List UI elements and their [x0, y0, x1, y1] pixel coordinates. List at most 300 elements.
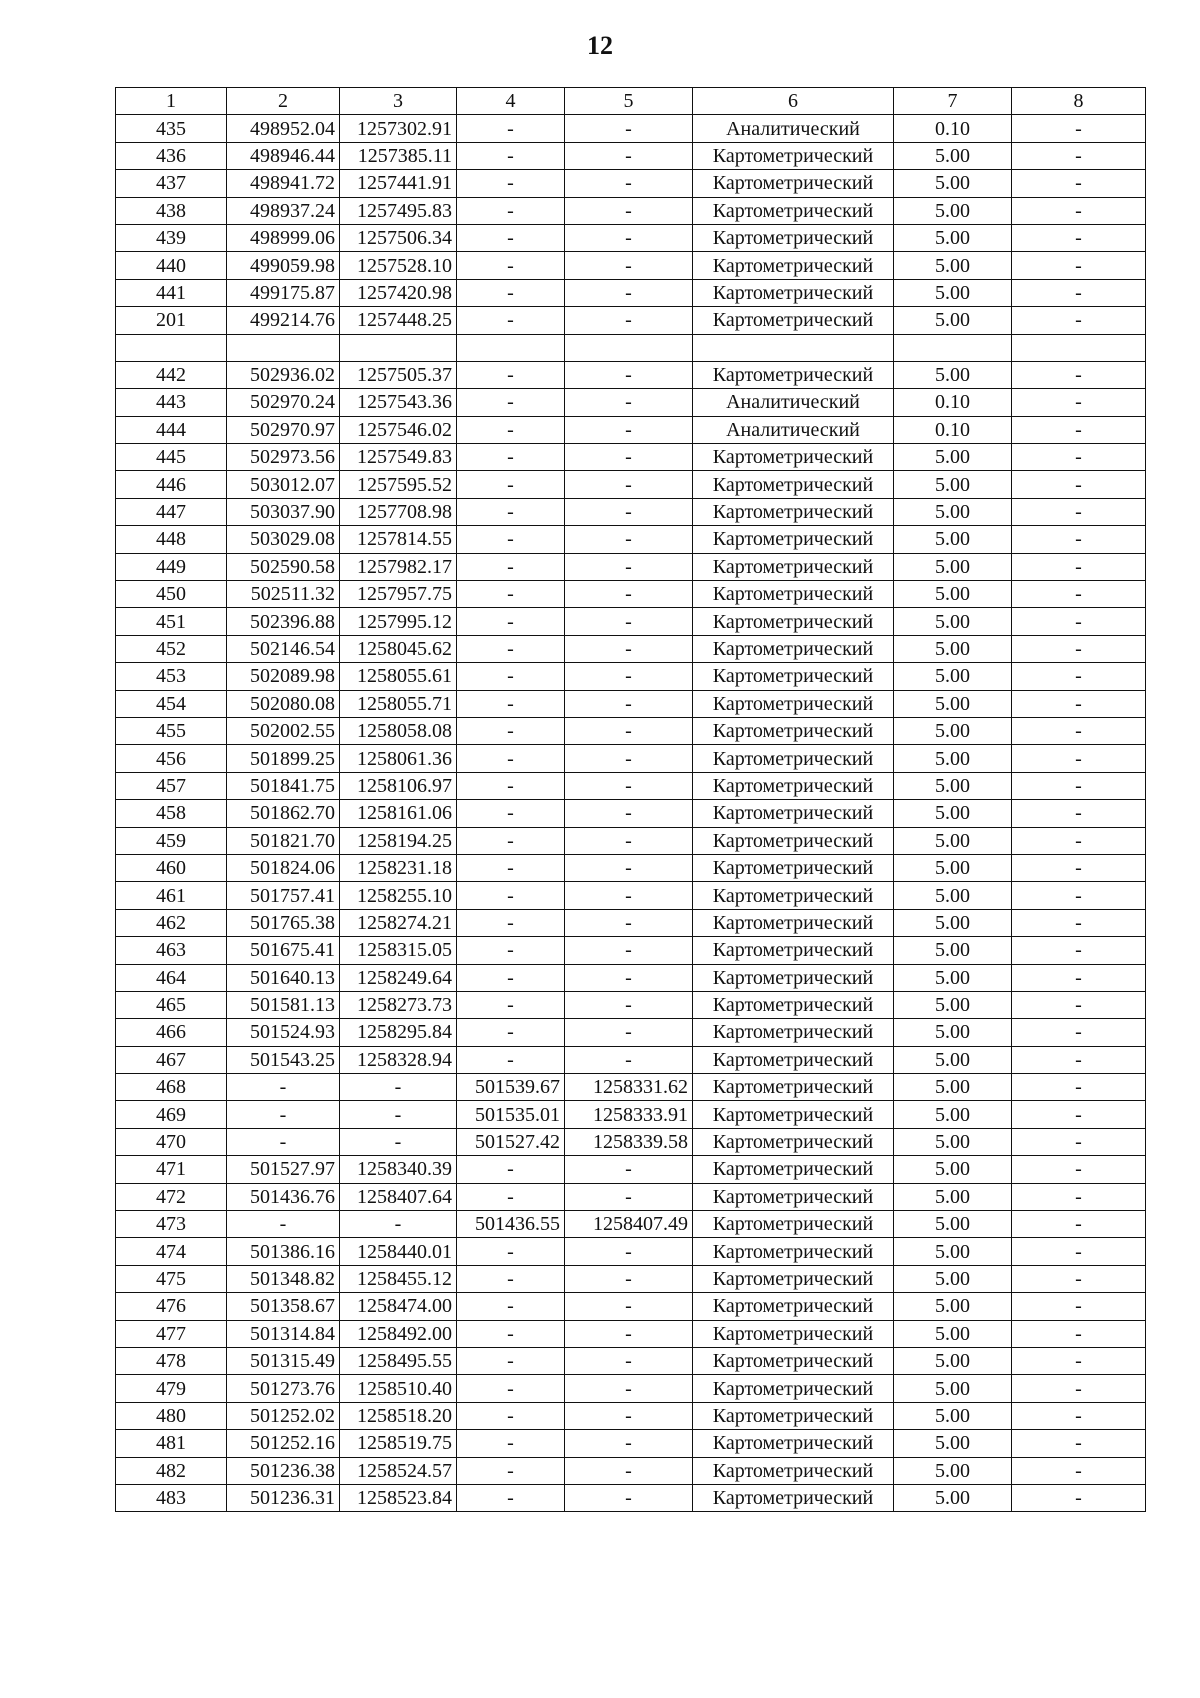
- x-coordinate-cell: 501236.38: [227, 1457, 340, 1484]
- x-coordinate-cell: 501252.02: [227, 1402, 340, 1429]
- coordinates-table: [115, 87, 1146, 1512]
- x-coordinate-cell: 498946.44: [227, 142, 340, 169]
- accuracy-cell: 5.00: [894, 1347, 1012, 1374]
- y-coordinate-new-cell: 1258339.58: [565, 1128, 693, 1155]
- y-coordinate-new-cell: -: [565, 717, 693, 744]
- x-coordinate-cell: 501821.70: [227, 827, 340, 854]
- table-row: [116, 827, 1146, 854]
- method-cell: Картометрический: [693, 142, 894, 169]
- y-coordinate-cell: 1258440.01: [340, 1238, 457, 1265]
- x-coordinate-cell: 501757.41: [227, 882, 340, 909]
- x-coordinate-new-cell: -: [457, 553, 565, 580]
- note-cell: -: [1012, 690, 1146, 717]
- y-coordinate-new-cell: -: [565, 416, 693, 443]
- method-cell: Картометрический: [693, 1457, 894, 1484]
- point-number-cell: 465: [116, 991, 227, 1018]
- method-cell: Картометрический: [693, 553, 894, 580]
- note-cell: -: [1012, 854, 1146, 881]
- accuracy-cell: 5.00: [894, 197, 1012, 224]
- x-coordinate-cell: 501765.38: [227, 909, 340, 936]
- note-cell: -: [1012, 1046, 1146, 1073]
- table-row: [116, 1128, 1146, 1155]
- y-coordinate-new-cell: -: [565, 882, 693, 909]
- y-coordinate-cell: 1258295.84: [340, 1019, 457, 1046]
- point-number-cell: 451: [116, 608, 227, 635]
- x-coordinate-new-cell: -: [457, 745, 565, 772]
- table-row: [116, 581, 1146, 608]
- accuracy-cell: 5.00: [894, 854, 1012, 881]
- accuracy-cell: 5.00: [894, 745, 1012, 772]
- accuracy-cell: 5.00: [894, 1238, 1012, 1265]
- table-row: [116, 800, 1146, 827]
- method-cell: Картометрический: [693, 1238, 894, 1265]
- x-coordinate-new-cell: -: [457, 827, 565, 854]
- y-coordinate-cell: 1258510.40: [340, 1375, 457, 1402]
- table-body: [116, 115, 1146, 1512]
- x-coordinate-cell: 498999.06: [227, 224, 340, 251]
- accuracy-cell: 5.00: [894, 444, 1012, 471]
- accuracy-cell: 5.00: [894, 991, 1012, 1018]
- method-cell: Картометрический: [693, 1074, 894, 1101]
- table-row: [116, 307, 1146, 334]
- method-cell: Картометрический: [693, 1019, 894, 1046]
- x-coordinate-new-cell: -: [457, 854, 565, 881]
- table-row: [116, 964, 1146, 991]
- note-cell: -: [1012, 526, 1146, 553]
- accuracy-cell: 5.00: [894, 224, 1012, 251]
- method-cell: Картометрический: [693, 635, 894, 662]
- y-coordinate-new-cell: -: [565, 526, 693, 553]
- y-coordinate-new-cell: -: [565, 1156, 693, 1183]
- table-row: [116, 1320, 1146, 1347]
- note-cell: -: [1012, 1375, 1146, 1402]
- note-cell: -: [1012, 307, 1146, 334]
- accuracy-cell: 5.00: [894, 252, 1012, 279]
- method-cell: Картометрический: [693, 717, 894, 744]
- point-number-cell: 442: [116, 361, 227, 388]
- accuracy-cell: 5.00: [894, 635, 1012, 662]
- y-coordinate-cell: 1258045.62: [340, 635, 457, 662]
- x-coordinate-cell: 501543.25: [227, 1046, 340, 1073]
- method-cell: Картометрический: [693, 1156, 894, 1183]
- y-coordinate-cell: 1258407.64: [340, 1183, 457, 1210]
- point-number-cell: 439: [116, 224, 227, 251]
- method-cell: Картометрический: [693, 909, 894, 936]
- x-coordinate-cell: 501315.49: [227, 1347, 340, 1374]
- table-row: [116, 498, 1146, 525]
- y-coordinate-new-cell: -: [565, 224, 693, 251]
- x-coordinate-new-cell: -: [457, 690, 565, 717]
- note-cell: [1012, 334, 1146, 361]
- column-header: 1: [116, 88, 227, 115]
- accuracy-cell: 5.00: [894, 663, 1012, 690]
- method-cell: Аналитический: [693, 115, 894, 142]
- point-number-cell: 441: [116, 279, 227, 306]
- point-number-cell: 455: [116, 717, 227, 744]
- table-row: [116, 197, 1146, 224]
- column-header: 6: [693, 88, 894, 115]
- note-cell: -: [1012, 1347, 1146, 1374]
- note-cell: -: [1012, 635, 1146, 662]
- note-cell: -: [1012, 1457, 1146, 1484]
- note-cell: -: [1012, 608, 1146, 635]
- accuracy-cell: 5.00: [894, 772, 1012, 799]
- accuracy-cell: 5.00: [894, 498, 1012, 525]
- y-coordinate-cell: 1258340.39: [340, 1156, 457, 1183]
- y-coordinate-new-cell: -: [565, 307, 693, 334]
- method-cell: Картометрический: [693, 772, 894, 799]
- table-row: [116, 389, 1146, 416]
- note-cell: -: [1012, 1320, 1146, 1347]
- method-cell: Картометрический: [693, 964, 894, 991]
- accuracy-cell: 5.00: [894, 909, 1012, 936]
- note-cell: -: [1012, 1074, 1146, 1101]
- table-row: [116, 663, 1146, 690]
- point-number-cell: 436: [116, 142, 227, 169]
- accuracy-cell: 5.00: [894, 1156, 1012, 1183]
- accuracy-cell: 5.00: [894, 608, 1012, 635]
- method-cell: Картометрический: [693, 1430, 894, 1457]
- table-row: [116, 854, 1146, 881]
- y-coordinate-cell: 1258524.57: [340, 1457, 457, 1484]
- note-cell: -: [1012, 553, 1146, 580]
- point-number-cell: 464: [116, 964, 227, 991]
- method-cell: Картометрический: [693, 1375, 894, 1402]
- point-number-cell: 457: [116, 772, 227, 799]
- x-coordinate-new-cell: -: [457, 882, 565, 909]
- method-cell: Картометрический: [693, 361, 894, 388]
- accuracy-cell: 5.00: [894, 1265, 1012, 1292]
- note-cell: -: [1012, 1183, 1146, 1210]
- y-coordinate-new-cell: -: [565, 1019, 693, 1046]
- table-row: [116, 334, 1146, 361]
- y-coordinate-new-cell: -: [565, 444, 693, 471]
- method-cell: Картометрический: [693, 827, 894, 854]
- note-cell: -: [1012, 1156, 1146, 1183]
- x-coordinate-new-cell: -: [457, 1457, 565, 1484]
- point-number-cell: 477: [116, 1320, 227, 1347]
- y-coordinate-new-cell: -: [565, 663, 693, 690]
- table-row: [116, 1375, 1146, 1402]
- point-number-cell: 452: [116, 635, 227, 662]
- note-cell: -: [1012, 115, 1146, 142]
- x-coordinate-cell: 502002.55: [227, 717, 340, 744]
- x-coordinate-cell: 499059.98: [227, 252, 340, 279]
- x-coordinate-cell: 502146.54: [227, 635, 340, 662]
- y-coordinate-new-cell: -: [565, 361, 693, 388]
- accuracy-cell: 0.10: [894, 389, 1012, 416]
- y-coordinate-cell: 1258106.97: [340, 772, 457, 799]
- table-row: [116, 471, 1146, 498]
- note-cell: -: [1012, 581, 1146, 608]
- y-coordinate-new-cell: -: [565, 279, 693, 306]
- point-number-cell: 201: [116, 307, 227, 334]
- x-coordinate-new-cell: 501535.01: [457, 1101, 565, 1128]
- method-cell: Картометрический: [693, 252, 894, 279]
- accuracy-cell: 5.00: [894, 717, 1012, 744]
- x-coordinate-new-cell: -: [457, 498, 565, 525]
- y-coordinate-cell: 1258495.55: [340, 1347, 457, 1374]
- point-number-cell: 435: [116, 115, 227, 142]
- x-coordinate-cell: -: [227, 1101, 340, 1128]
- x-coordinate-cell: 501640.13: [227, 964, 340, 991]
- accuracy-cell: 5.00: [894, 1320, 1012, 1347]
- accuracy-cell: 5.00: [894, 800, 1012, 827]
- x-coordinate-new-cell: -: [457, 170, 565, 197]
- table-row: [116, 279, 1146, 306]
- y-coordinate-new-cell: -: [565, 772, 693, 799]
- y-coordinate-new-cell: -: [565, 690, 693, 717]
- note-cell: -: [1012, 389, 1146, 416]
- accuracy-cell: 5.00: [894, 1375, 1012, 1402]
- y-coordinate-cell: 1258055.61: [340, 663, 457, 690]
- x-coordinate-cell: 502936.02: [227, 361, 340, 388]
- note-cell: -: [1012, 964, 1146, 991]
- point-number-cell: 475: [116, 1265, 227, 1292]
- method-cell: Картометрический: [693, 307, 894, 334]
- x-coordinate-new-cell: -: [457, 1293, 565, 1320]
- accuracy-cell: 5.00: [894, 937, 1012, 964]
- y-coordinate-cell: 1257546.02: [340, 416, 457, 443]
- table-row: [116, 717, 1146, 744]
- point-number-cell: 445: [116, 444, 227, 471]
- table-row: [116, 1484, 1146, 1511]
- point-number-cell: 448: [116, 526, 227, 553]
- y-coordinate-cell: 1258523.84: [340, 1484, 457, 1511]
- header-row: [116, 88, 1146, 115]
- x-coordinate-new-cell: -: [457, 1484, 565, 1511]
- point-number-cell: 482: [116, 1457, 227, 1484]
- table-row: [116, 937, 1146, 964]
- x-coordinate-new-cell: -: [457, 1320, 565, 1347]
- x-coordinate-new-cell: -: [457, 279, 565, 306]
- method-cell: Картометрический: [693, 1046, 894, 1073]
- y-coordinate-new-cell: -: [565, 1238, 693, 1265]
- note-cell: -: [1012, 909, 1146, 936]
- point-number-cell: 440: [116, 252, 227, 279]
- y-coordinate-cell: 1257448.25: [340, 307, 457, 334]
- x-coordinate-cell: 501348.82: [227, 1265, 340, 1292]
- point-number-cell: 453: [116, 663, 227, 690]
- accuracy-cell: 5.00: [894, 170, 1012, 197]
- point-number-cell: 471: [116, 1156, 227, 1183]
- table-row: [116, 115, 1146, 142]
- x-coordinate-cell: 501386.16: [227, 1238, 340, 1265]
- method-cell: Картометрический: [693, 1183, 894, 1210]
- y-coordinate-new-cell: -: [565, 800, 693, 827]
- y-coordinate-new-cell: -: [565, 827, 693, 854]
- y-coordinate-new-cell: -: [565, 553, 693, 580]
- y-coordinate-new-cell: -: [565, 1265, 693, 1292]
- x-coordinate-cell: 499175.87: [227, 279, 340, 306]
- x-coordinate-new-cell: 501539.67: [457, 1074, 565, 1101]
- x-coordinate-new-cell: -: [457, 1156, 565, 1183]
- point-number-cell: 443: [116, 389, 227, 416]
- point-number-cell: 447: [116, 498, 227, 525]
- method-cell: Картометрический: [693, 1320, 894, 1347]
- accuracy-cell: 5.00: [894, 1046, 1012, 1073]
- x-coordinate-new-cell: -: [457, 581, 565, 608]
- method-cell: Картометрический: [693, 170, 894, 197]
- point-number-cell: 454: [116, 690, 227, 717]
- x-coordinate-cell: 502970.24: [227, 389, 340, 416]
- table-row: [116, 1183, 1146, 1210]
- y-coordinate-cell: 1257420.98: [340, 279, 457, 306]
- accuracy-cell: 5.00: [894, 964, 1012, 991]
- column-header: 5: [565, 88, 693, 115]
- x-coordinate-new-cell: -: [457, 307, 565, 334]
- y-coordinate-new-cell: 1258407.49: [565, 1211, 693, 1238]
- x-coordinate-cell: [227, 334, 340, 361]
- x-coordinate-new-cell: 501527.42: [457, 1128, 565, 1155]
- y-coordinate-cell: 1258055.71: [340, 690, 457, 717]
- accuracy-cell: 5.00: [894, 1101, 1012, 1128]
- y-coordinate-new-cell: 1258331.62: [565, 1074, 693, 1101]
- note-cell: -: [1012, 1484, 1146, 1511]
- x-coordinate-cell: 501862.70: [227, 800, 340, 827]
- point-number-cell: 468: [116, 1074, 227, 1101]
- x-coordinate-cell: 501675.41: [227, 937, 340, 964]
- point-number-cell: 476: [116, 1293, 227, 1320]
- y-coordinate-cell: 1257595.52: [340, 471, 457, 498]
- point-number-cell: 456: [116, 745, 227, 772]
- table-row: [116, 224, 1146, 251]
- accuracy-cell: 5.00: [894, 1484, 1012, 1511]
- x-coordinate-new-cell: -: [457, 389, 565, 416]
- x-coordinate-new-cell: -: [457, 937, 565, 964]
- accuracy-cell: 5.00: [894, 471, 1012, 498]
- table-row: [116, 1457, 1146, 1484]
- point-number-cell: 479: [116, 1375, 227, 1402]
- x-coordinate-cell: 501824.06: [227, 854, 340, 881]
- y-coordinate-new-cell: -: [565, 937, 693, 964]
- note-cell: -: [1012, 1265, 1146, 1292]
- x-coordinate-new-cell: -: [457, 1265, 565, 1292]
- accuracy-cell: 5.00: [894, 1293, 1012, 1320]
- x-coordinate-cell: -: [227, 1211, 340, 1238]
- point-number-cell: 470: [116, 1128, 227, 1155]
- y-coordinate-new-cell: -: [565, 197, 693, 224]
- note-cell: -: [1012, 498, 1146, 525]
- accuracy-cell: 0.10: [894, 416, 1012, 443]
- x-coordinate-cell: 498952.04: [227, 115, 340, 142]
- note-cell: -: [1012, 361, 1146, 388]
- x-coordinate-cell: 502511.32: [227, 581, 340, 608]
- note-cell: -: [1012, 1128, 1146, 1155]
- x-coordinate-new-cell: -: [457, 471, 565, 498]
- x-coordinate-new-cell: -: [457, 800, 565, 827]
- accuracy-cell: 5.00: [894, 1074, 1012, 1101]
- method-cell: Картометрический: [693, 608, 894, 635]
- y-coordinate-new-cell: [565, 334, 693, 361]
- x-coordinate-cell: 502970.97: [227, 416, 340, 443]
- point-number-cell: 461: [116, 882, 227, 909]
- method-cell: Картометрический: [693, 1128, 894, 1155]
- x-coordinate-cell: 502590.58: [227, 553, 340, 580]
- x-coordinate-cell: 501273.76: [227, 1375, 340, 1402]
- x-coordinate-new-cell: -: [457, 416, 565, 443]
- x-coordinate-new-cell: -: [457, 1347, 565, 1374]
- method-cell: Картометрический: [693, 279, 894, 306]
- x-coordinate-new-cell: -: [457, 1402, 565, 1429]
- y-coordinate-cell: 1257506.34: [340, 224, 457, 251]
- table-row: [116, 170, 1146, 197]
- y-coordinate-cell: 1257385.11: [340, 142, 457, 169]
- x-coordinate-new-cell: -: [457, 197, 565, 224]
- y-coordinate-cell: 1258058.08: [340, 717, 457, 744]
- table-row: [116, 1019, 1146, 1046]
- x-coordinate-new-cell: -: [457, 1238, 565, 1265]
- x-coordinate-cell: 501358.67: [227, 1293, 340, 1320]
- x-coordinate-cell: 501252.16: [227, 1430, 340, 1457]
- x-coordinate-new-cell: -: [457, 526, 565, 553]
- x-coordinate-cell: 501314.84: [227, 1320, 340, 1347]
- x-coordinate-new-cell: -: [457, 1375, 565, 1402]
- note-cell: -: [1012, 444, 1146, 471]
- y-coordinate-cell: 1258194.25: [340, 827, 457, 854]
- y-coordinate-cell: 1257708.98: [340, 498, 457, 525]
- point-number-cell: 473: [116, 1211, 227, 1238]
- point-number-cell: 478: [116, 1347, 227, 1374]
- y-coordinate-cell: -: [340, 1101, 457, 1128]
- table-row: [116, 1265, 1146, 1292]
- y-coordinate-cell: 1258328.94: [340, 1046, 457, 1073]
- method-cell: Картометрический: [693, 882, 894, 909]
- accuracy-cell: 5.00: [894, 553, 1012, 580]
- x-coordinate-new-cell: -: [457, 142, 565, 169]
- x-coordinate-cell: 501236.31: [227, 1484, 340, 1511]
- method-cell: Картометрический: [693, 745, 894, 772]
- point-number-cell: 438: [116, 197, 227, 224]
- y-coordinate-cell: [340, 334, 457, 361]
- point-number-cell: 450: [116, 581, 227, 608]
- table-row: [116, 252, 1146, 279]
- table-row: [116, 1074, 1146, 1101]
- accuracy-cell: 5.00: [894, 1430, 1012, 1457]
- table-row: [116, 909, 1146, 936]
- method-cell: Картометрический: [693, 663, 894, 690]
- y-coordinate-cell: 1257505.37: [340, 361, 457, 388]
- y-coordinate-cell: 1258274.21: [340, 909, 457, 936]
- y-coordinate-cell: -: [340, 1211, 457, 1238]
- y-coordinate-cell: 1258519.75: [340, 1430, 457, 1457]
- accuracy-cell: 5.00: [894, 526, 1012, 553]
- x-coordinate-new-cell: -: [457, 224, 565, 251]
- x-coordinate-cell: 501899.25: [227, 745, 340, 772]
- y-coordinate-cell: 1257982.17: [340, 553, 457, 580]
- method-cell: Картометрический: [693, 197, 894, 224]
- x-coordinate-new-cell: -: [457, 444, 565, 471]
- accuracy-cell: 5.00: [894, 1457, 1012, 1484]
- method-cell: Картометрический: [693, 1265, 894, 1292]
- method-cell: Картометрический: [693, 937, 894, 964]
- method-cell: Картометрический: [693, 690, 894, 717]
- note-cell: -: [1012, 471, 1146, 498]
- y-coordinate-cell: 1258273.73: [340, 991, 457, 1018]
- x-coordinate-new-cell: -: [457, 1019, 565, 1046]
- x-coordinate-new-cell: -: [457, 1046, 565, 1073]
- y-coordinate-new-cell: -: [565, 635, 693, 662]
- x-coordinate-new-cell: -: [457, 772, 565, 799]
- table-row: [116, 553, 1146, 580]
- method-cell: Картометрический: [693, 1101, 894, 1128]
- column-header: 7: [894, 88, 1012, 115]
- y-coordinate-cell: -: [340, 1074, 457, 1101]
- point-number-cell: 481: [116, 1430, 227, 1457]
- note-cell: -: [1012, 416, 1146, 443]
- y-coordinate-new-cell: -: [565, 854, 693, 881]
- x-coordinate-cell: 502973.56: [227, 444, 340, 471]
